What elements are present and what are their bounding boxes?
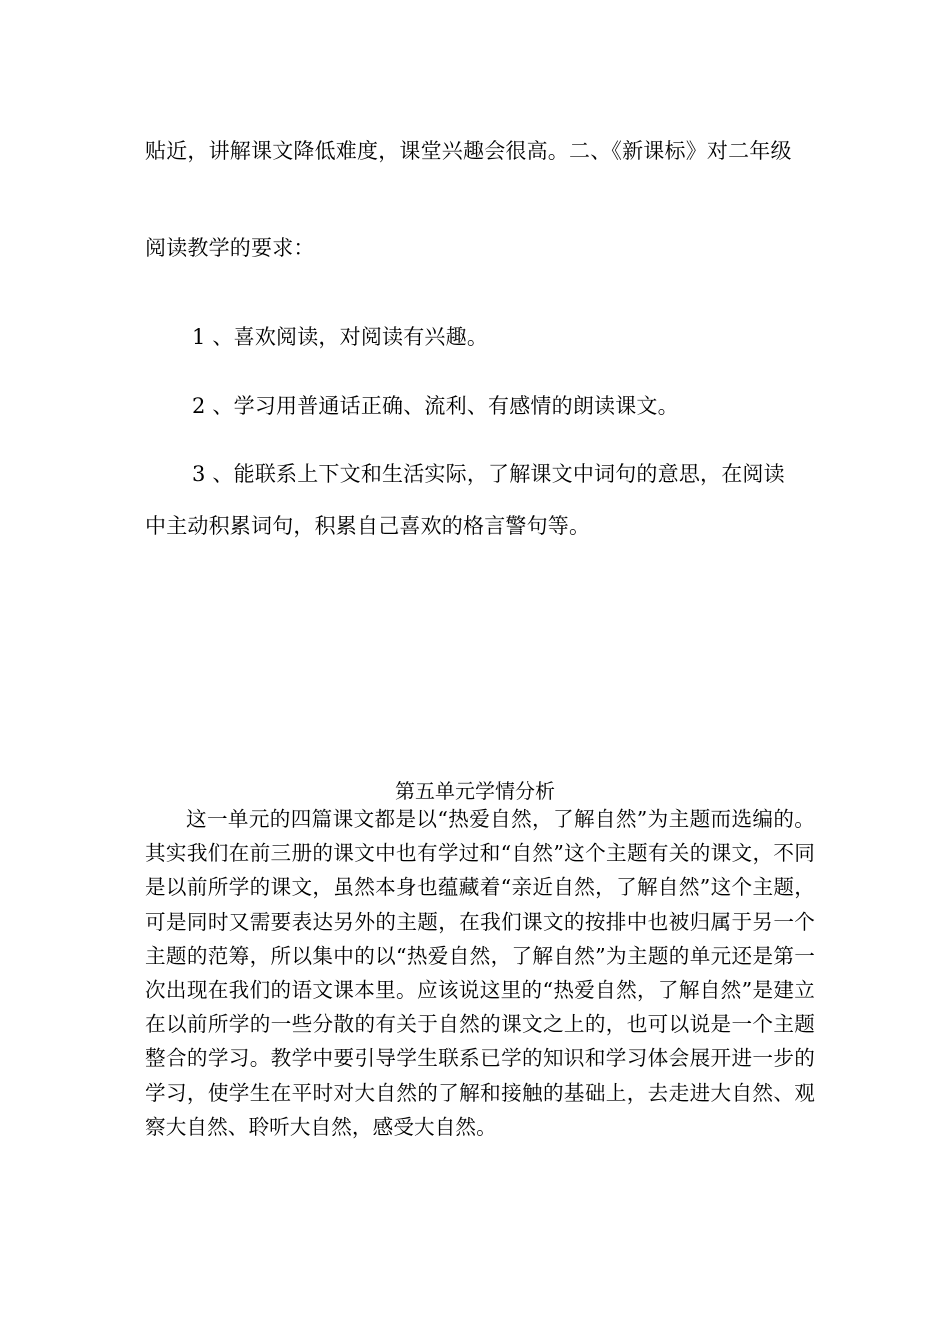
section-paragraph: 这一单元的四篇课文都是以“热爱自然，了解自然”为主题而选编的。其实我们在前三册的课文中也有学过和“自然”这个主题有关的课文，不同是以前所学的课文，虽然本身也蕴藏着“亲近自然，了解自然”这个主题，可是同时又需要表达另外的主题，在我们课文的按排中也被归属于另一个主题的范筹，所以集中的以“热爱自然，了解自然”为主题的单元还是第一次出现在我们的语文课本里。应该说这里的“热爱自然，了解自然”是建立在以前所学的一些分散的有关于自然的课文之上的，也可以说是一个主题整合的学习。教学中要引导学生联系已学的知识和学习体会展开进一步的学习，使学生在平时对大自然的了解和接触的基础上，去走进大自然、观察大自然、聆听大自然，感受大自然。 <box>145 807 815 1139</box>
requirement-item: 1 、喜欢阅读，对阅读有兴趣。 <box>192 325 489 349</box>
body-line: 阅读教学的要求： <box>145 236 315 260</box>
body-line: 贴近，讲解课文降低难度，课堂兴趣会很高。二、《新课标》对二年级 <box>145 139 792 163</box>
requirement-item: 3 、能联系上下文和生活实际，了解课文中词句的意思，在阅读 <box>192 462 785 486</box>
requirement-item: 2 、学习用普通话正确、流利、有感情的朗读课文。 <box>192 394 679 418</box>
section-title: 第五单元学情分析 <box>395 779 555 803</box>
requirement-continuation: 中主动积累词句，积累自己喜欢的格言警句等。 <box>145 514 591 538</box>
